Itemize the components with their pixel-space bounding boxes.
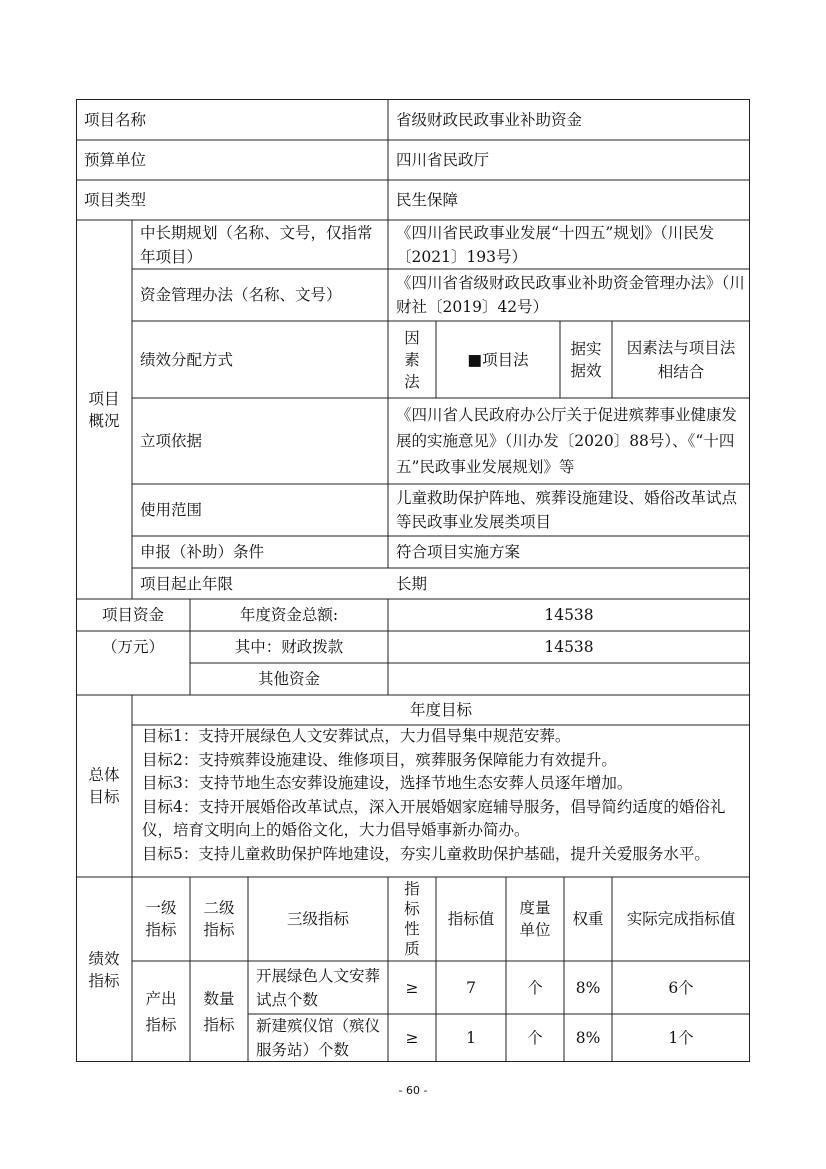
goal-item-2: 目标2：支持殡葬设施建设、维修项目，殡葬服务保障能力有效提升。: [142, 750, 617, 769]
indicator-row-2-name: 新建殡仪馆（殡仪服务站）个数: [256, 1017, 381, 1059]
header-value: 指标值: [447, 910, 495, 928]
funds-label-bottom: （万元）: [101, 638, 164, 656]
plan-value: 《四川省民政事业发展“十四五”规划》（川民发〔2021〕193号）: [396, 223, 715, 266]
other-funds-label: 其他资金: [257, 670, 320, 688]
header-level3: 三级指标: [286, 910, 349, 928]
header-weight: 权重: [572, 910, 604, 928]
distribution-option-factor: 因素法: [404, 328, 420, 391]
fiscal-allocation-label: 其中：财政拨款: [234, 638, 344, 656]
indicator-row-1-value: 7: [466, 978, 476, 997]
other-funds-value: [388, 663, 750, 695]
annual-goals-header: 年度目标: [409, 701, 472, 719]
fiscal-allocation-value: 14538: [544, 638, 594, 656]
fund-rules-label: 资金管理办法（名称、文号）: [140, 286, 342, 304]
distribution-option-combined: 因素法与项目法相结合: [626, 338, 736, 381]
page-number: - 60 -: [398, 1084, 428, 1097]
annual-total-value: 14538: [544, 606, 594, 624]
project-type-label: 项目类型: [84, 191, 147, 209]
goal-item-5: 目标5：支持儿童救助保护阵地建设，夯实儿童救助保护基础，提升关爱服务水平。: [142, 844, 710, 863]
indicator-row-2-weight: 8%: [575, 1029, 601, 1047]
goals-list: [135, 725, 749, 866]
indicator-row-1-name: 开展绿色人文安葬试点个数: [256, 966, 381, 1009]
indicator-row-1-nature: ≥: [405, 978, 419, 997]
header-unit: 度量单位: [519, 899, 551, 939]
funds-label-top: 项目资金: [101, 606, 164, 624]
basis-value: 《四川省人民政府办公厅关于促进殡葬事业健康发展的实施意见》（川办发〔2020〕88号）、《“十四五”民政事业发展规划》等: [396, 406, 738, 476]
header-actual: 实际完成指标值: [626, 910, 736, 928]
distribution-label: 绩效分配方式: [140, 350, 234, 369]
goal-item-1: 目标1：支持开展绿色人文安葬试点，大力倡导集中规范安葬。: [142, 727, 571, 745]
header-level1: 一级指标: [145, 899, 177, 939]
indicator-row-2-actual: 1个: [668, 1029, 694, 1047]
scope-value: 儿童救助保护阵地、殡葬设施建设、婚俗改革试点等民政事业发展类项目: [396, 489, 738, 531]
budget-unit-value: 四川省民政厅: [396, 151, 490, 169]
quantity-indicator-label: 数量指标: [203, 989, 235, 1034]
condition-value: 符合项目实施方案: [396, 543, 521, 561]
header-level2: 二级指标: [203, 899, 235, 939]
output-indicator-label: 产出指标: [145, 989, 177, 1034]
indicator-row-1-actual: 6个: [668, 978, 694, 997]
project-name-label: 项目名称: [84, 110, 147, 129]
project-table: [76, 99, 750, 1062]
basis-label: 立项依据: [140, 432, 203, 450]
indicator-row-2-unit: 个: [527, 1029, 543, 1047]
indicator-row-1-weight: 8%: [575, 978, 601, 997]
indicator-row-2-nature: ≥: [405, 1029, 419, 1047]
goal-item-3: 目标3：支持节地生态安葬设施建设，选择节地生态安葬人员逐年增加。: [142, 774, 633, 792]
indicator-row-2-value: 1: [466, 1029, 476, 1047]
project-name-value: 省级财政民政事业补助资金: [396, 110, 583, 129]
header-nature: 指标性质: [404, 880, 420, 958]
indicator-row-1-unit: 个: [527, 978, 543, 997]
goal-item-4: 目标4：支持开展婚俗改革试点，深入开展婚姻家庭辅导服务，倡导简约适度的婚俗礼仪，培育文明向上的婚俗文化，大力倡导婚事新办简办。: [142, 797, 726, 839]
budget-unit-label: 预算单位: [84, 151, 147, 169]
distribution-option-actual: 据实据效: [570, 339, 602, 380]
plan-label: 中长期规划（名称、文号，仅指常年项目）: [140, 223, 373, 266]
period-value: 长期: [396, 574, 428, 593]
period-label: 项目起止年限: [140, 574, 234, 593]
overview-label: 项目概况: [88, 389, 120, 430]
condition-label: 申报（补助）条件: [140, 543, 265, 561]
annual-total-label: 年度资金总额:: [239, 606, 339, 624]
overall-goals-label: 总体目标: [88, 766, 120, 806]
distribution-option-project: ■项目法: [467, 350, 529, 369]
performance-indicators-label: 绩效指标: [88, 949, 120, 990]
fund-rules-value: 《四川省省级财政民政事业补助资金管理办法》（川财社〔2019〕42号）: [396, 274, 745, 316]
scope-label: 使用范围: [140, 501, 203, 519]
project-type-value: 民生保障: [396, 191, 459, 209]
